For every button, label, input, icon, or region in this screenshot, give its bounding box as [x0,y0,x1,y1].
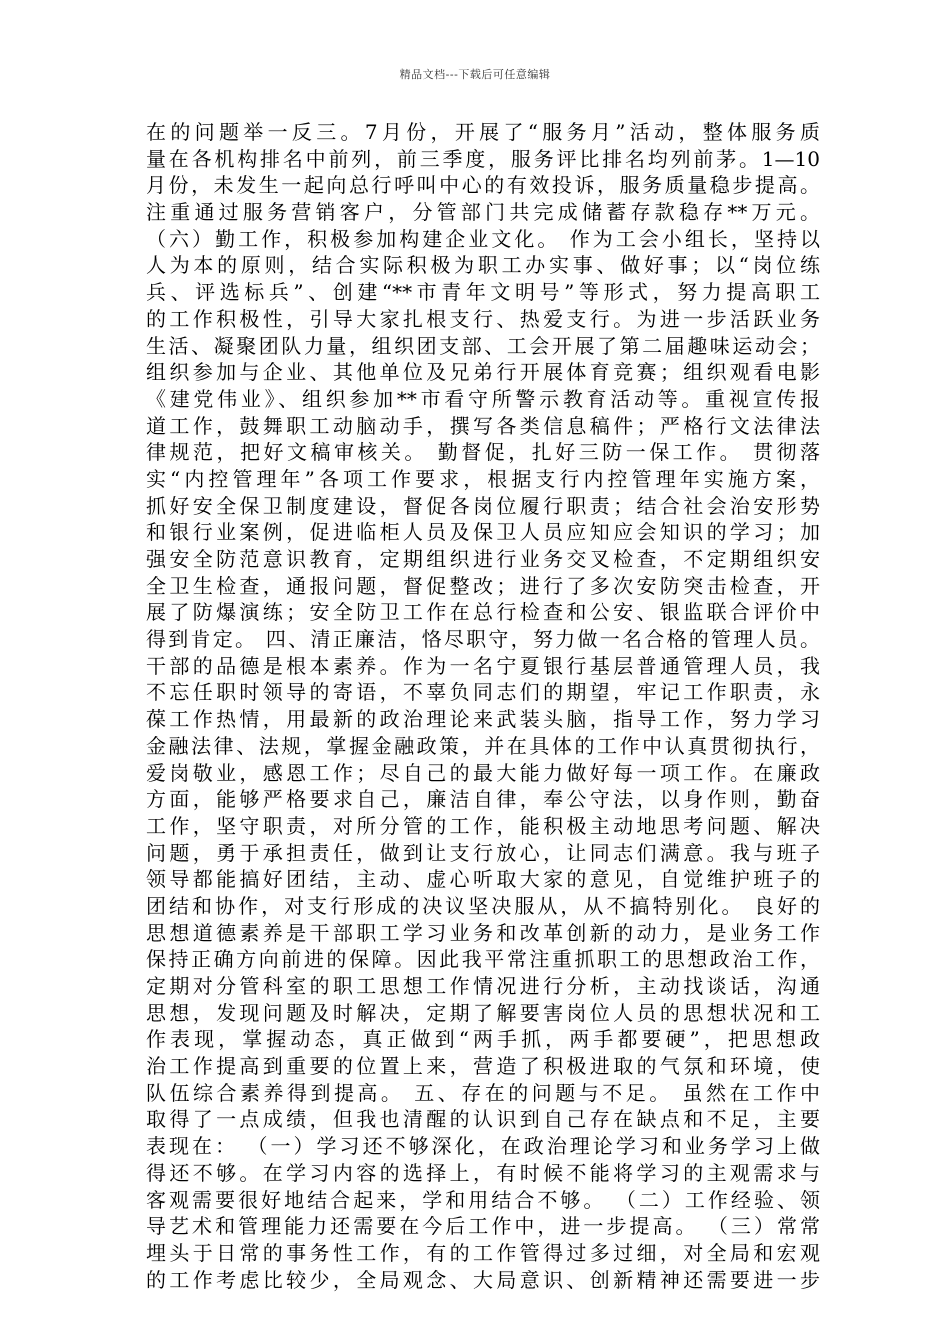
text-line: 的工作考虑比较少，全局观念、大局意识、创新精神还需要进一步 [146,1267,820,1292]
text-line: 取得了一点成绩，但我也清醒的认识到自己存在缺点和不足，主要 [146,1107,820,1132]
text-line: 抓好安全保卫制度建设，督促各岗位履行职责；结合社会治安形势 [146,493,820,518]
text-line: 道工作，鼓舞职工动脑动手，撰写各类信息稿件；严格行文法律法 [146,413,820,438]
text-line: 不忘任职时领导的寄语，不辜负同志们的期望，牢记工作职责，永 [146,680,820,705]
text-line: 队伍综合素养得到提高。 五、存在的问题与不足。 虽然在工作中 [146,1080,820,1105]
text-line: 客观需要很好地结合起来，学和用结合不够。 （二）工作经验、领 [146,1187,820,1212]
text-line: 团结和协作，对支行形成的决议坚决服从，从不搞特别化。 良好的 [146,893,820,918]
text-line: 干部的品德是根本素养。作为一名宁夏银行基层普通管理人员，我 [146,653,820,678]
text-line: 得到肯定。 四、清正廉洁，恪尽职守，努力做一名合格的管理人员。 [146,627,820,652]
text-line: 律规范，把好文稿审核关。 勤督促，扎好三防一保工作。 贯彻落 [146,440,820,465]
text-line: 强安全防范意识教育，定期组织进行业务交叉检查，不定期组织安 [146,547,820,571]
text-line: 《建党伟业》、组织参加**市看守所警示教育活动等。重视宣传报 [146,386,820,411]
text-line: 兵、评选标兵”、创建“**市青年文明号”等形式，努力提高职工 [146,280,820,305]
text-line: 表现在： （一）学习还不够深化，在政治理论学习和业务学习上做 [146,1134,820,1159]
text-line: 月份，未发生一起向总行呼叫中心的有效投诉，服务质量稳步提高。 [146,173,820,198]
text-line: 领导都能搞好团结，主动、虚心听取大家的意见，自觉维护班子的 [146,867,820,892]
text-line: 思想道德素养是干部职工学习业务和改革创新的动力，是业务工作 [146,920,820,945]
text-line: 得还不够。在学习内容的选择上，有时候不能将学习的主观需求与 [146,1160,820,1185]
text-line: 实“内控管理年”各项工作要求，根据支行内控管理年实施方案， [146,466,820,491]
text-line: 工作，坚守职责，对所分管的工作，能积极主动地思考问题、解决 [146,813,820,838]
text-line: 定期对分管科室的职工思想工作情况进行分析，主动找谈话，沟通 [146,974,820,998]
text-line: 导艺术和管理能力还需要在今后工作中，进一步提高。 （三）常常 [146,1214,820,1239]
text-line: 全卫生检查，通报问题，督促整改；进行了多次安防突击检查，开 [146,573,820,598]
text-line: 生活、凝聚团队力量，组织团支部、工会开展了第二届趣味运动会； [146,333,820,358]
text-line: 组织参加与企业、其他单位及兄弟行开展体育竞赛；组织观看电影 [146,360,820,385]
text-line: 保持正确方向前进的保障。因此我平常注重抓职工的思想政治工作， [146,947,820,972]
page-header: 精品文档---下载后可任意编辑 [399,68,551,81]
text-line: 治工作提高到重要的位置上来，营造了积极进取的气氛和环境，使 [146,1054,820,1079]
text-line: 量在各机构排名中前列，前三季度，服务评比排名均列前茅。1—10 [146,146,820,171]
text-line: 和银行业案例，促进临柜人员及保卫人员应知应会知识的学习；加 [146,520,820,545]
text-line: 展了防爆演练；安全防卫工作在总行检查和公安、银监联合评价中 [146,600,820,625]
text-line: 金融法律、法规，掌握金融政策，并在具体的工作中认真贯彻执行， [146,733,820,758]
text-line: 思想，发现问题及时解决，定期了解要害岗位人员的思想状况和工 [146,1000,820,1025]
text-line: 问题，勇于承担责任，做到让支行放心，让同志们满意。我与班子 [146,840,820,865]
text-line: 方面，能够严格要求自己，廉洁自律，奉公守法，以身作则，勤奋 [146,787,820,812]
text-line: 埋头于日常的事务性工作，有的工作管得过多过细，对全局和宏观 [146,1240,820,1265]
text-line: 在的问题举一反三。7月份，开展了“服务月”活动，整体服务质 [146,120,820,144]
document-body [146,119,820,1293]
text-line: 的工作积极性，引导大家扎根支行、热爱支行。为进一步活跃业务 [146,306,820,331]
text-line: 爱岗敬业，感恩工作；尽自己的最大能力做好每一项工作。在廉政 [146,760,820,785]
text-line: 注重通过服务营销客户，分管部门共完成储蓄存款稳存**万元。 [146,200,820,225]
text-line: 葆工作热情，用最新的政治理论来武装头脑，指导工作，努力学习 [146,707,820,732]
text-line: （六）勤工作，积极参加构建企业文化。 作为工会小组长，坚持以 [146,226,820,251]
text-line: 作表现，掌握动态，真正做到“两手抓，两手都要硬”，把思想政 [146,1027,820,1052]
text-line: 人为本的原则，结合实际积极为职工办实事、做好事；以“岗位练 [146,253,820,278]
